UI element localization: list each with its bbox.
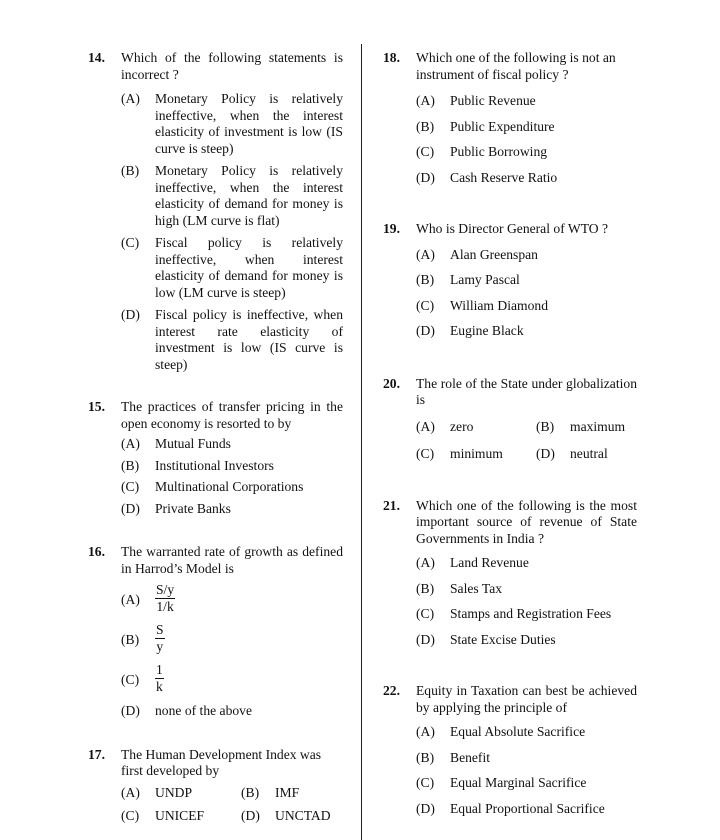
option-text: Land Revenue xyxy=(450,555,529,570)
option-d[interactable] xyxy=(121,307,343,373)
option-text: UNDP xyxy=(155,784,193,800)
question-text: The warranted rate of growth as defined in Harrod’s Model is xyxy=(121,544,343,576)
option-text: Sales Tax xyxy=(450,580,503,596)
fraction xyxy=(155,623,165,654)
option-c[interactable] xyxy=(416,446,503,463)
option-label: (C) xyxy=(416,445,435,461)
option-text: UNCTAD xyxy=(275,807,331,823)
option-c[interactable] xyxy=(416,606,637,623)
option-b[interactable] xyxy=(536,419,625,436)
column-divider xyxy=(361,44,362,840)
option-label: (B) xyxy=(416,749,435,765)
option-text: Stamps and Registration Fees xyxy=(450,606,612,621)
option-row xyxy=(121,785,343,802)
option-row xyxy=(121,808,343,825)
option-c[interactable] xyxy=(121,808,204,825)
question-22 xyxy=(383,683,637,817)
option-label: (B) xyxy=(416,272,435,287)
option-label: (A) xyxy=(416,93,435,108)
option-text: State Excise Duties xyxy=(450,631,556,647)
question-text: Which one of the following is the most important source of revenue of State Governments in India ? xyxy=(416,497,637,546)
question-text: Which of the following statements is incorrect ? xyxy=(121,50,343,82)
option-text: UNICEF xyxy=(155,807,205,823)
option-c[interactable] xyxy=(121,479,343,496)
option-label: (A) xyxy=(416,418,435,434)
option-text: Benefit xyxy=(450,749,491,765)
option-label: (A) xyxy=(416,555,435,570)
question-text: Equity in Taxation can best be achieved by applying the principle of xyxy=(416,683,637,715)
fraction-numerator: S/y xyxy=(156,582,175,597)
option-b[interactable] xyxy=(416,581,637,598)
option-label: (B) xyxy=(121,163,140,178)
option-label: (A) xyxy=(121,436,140,451)
option-text: Alan Greenspan xyxy=(450,246,538,262)
fraction-numerator: 1 xyxy=(156,662,163,677)
option-label: (B) xyxy=(241,784,260,800)
question-number: 21. xyxy=(383,497,400,513)
fraction-numerator: S xyxy=(156,622,164,637)
question-16 xyxy=(88,544,343,720)
option-d[interactable] xyxy=(121,501,343,518)
option-a[interactable] xyxy=(121,583,343,617)
option-b[interactable] xyxy=(416,750,637,767)
option-text: Equal Marginal Sacrifice xyxy=(450,775,587,790)
question-number: 22. xyxy=(383,683,400,698)
question-19 xyxy=(383,221,637,340)
option-label: (B) xyxy=(416,118,435,134)
question-15 xyxy=(88,399,343,517)
right-column xyxy=(383,50,637,817)
option-label: (A) xyxy=(121,592,140,607)
option-label: (C) xyxy=(416,297,435,313)
question-number: 18. xyxy=(383,50,400,65)
option-text: Public Borrowing xyxy=(450,144,548,159)
question-number: 16. xyxy=(88,544,105,559)
option-b[interactable] xyxy=(241,785,299,802)
question-14 xyxy=(88,50,343,373)
option-d[interactable] xyxy=(416,801,637,818)
question-number: 20. xyxy=(383,375,400,391)
option-label: (D) xyxy=(241,807,260,823)
option-c[interactable] xyxy=(416,775,637,792)
option-label: (B) xyxy=(536,418,555,434)
option-d[interactable] xyxy=(416,323,637,340)
option-label: (B) xyxy=(121,632,140,647)
option-text: Institutional Investors xyxy=(155,457,274,473)
option-label: (C) xyxy=(121,235,140,250)
option-label: (D) xyxy=(416,800,435,816)
option-label: (D) xyxy=(121,703,140,718)
option-text: minimum xyxy=(450,445,503,461)
question-text: The Human Development Index was first developed by xyxy=(121,746,322,778)
option-label: (D) xyxy=(121,500,140,516)
option-label: (A) xyxy=(416,246,435,262)
option-d[interactable] xyxy=(121,703,343,720)
option-text: Monetary Policy is relatively ineffective, when the interest elasticity of investment is low (IS curve is steep) xyxy=(155,91,343,156)
option-a[interactable] xyxy=(416,724,637,741)
option-b[interactable] xyxy=(416,272,637,289)
option-label: (B) xyxy=(416,580,435,596)
option-label: (D) xyxy=(536,445,555,461)
option-label: (C) xyxy=(121,807,140,823)
option-a[interactable] xyxy=(416,419,473,436)
option-label: (D) xyxy=(416,631,435,647)
option-text: zero xyxy=(450,418,474,434)
option-label: (A) xyxy=(121,91,140,106)
option-text: Cash Reserve Ratio xyxy=(450,169,558,185)
fraction xyxy=(155,583,175,614)
question-21 xyxy=(383,498,637,649)
question-18 xyxy=(383,50,637,186)
option-text: Multinational Corporations xyxy=(155,479,304,494)
option-c[interactable] xyxy=(121,235,343,301)
option-label: (C) xyxy=(121,672,140,687)
option-label: (D) xyxy=(416,169,435,185)
option-c[interactable] xyxy=(416,298,637,315)
option-text: Mutual Funds xyxy=(155,436,231,451)
option-d[interactable] xyxy=(536,446,608,463)
option-label: (C) xyxy=(416,775,435,790)
option-label: (D) xyxy=(121,307,140,322)
option-c[interactable] xyxy=(416,144,637,161)
left-column xyxy=(88,50,343,825)
option-d[interactable] xyxy=(241,808,331,825)
option-d[interactable] xyxy=(416,170,637,187)
option-text: Fiscal policy is ineffective, when interest rate elasticity of investment is low (IS curve is steep) xyxy=(155,307,343,372)
fraction-denominator: k xyxy=(156,679,163,694)
question-number: 14. xyxy=(88,50,105,65)
option-label: (C) xyxy=(416,144,435,159)
option-text: Equal Absolute Sacrifice xyxy=(450,724,586,739)
question-text: Who is Director General of WTO ? xyxy=(416,221,609,236)
question-20 xyxy=(383,376,637,463)
option-text: Public Expenditure xyxy=(450,118,555,134)
option-text: IMF xyxy=(275,784,300,800)
question-number: 19. xyxy=(383,221,400,236)
option-label: (C) xyxy=(416,606,435,621)
question-17 xyxy=(88,747,343,825)
option-b[interactable] xyxy=(121,458,343,475)
fraction xyxy=(155,663,164,694)
option-a[interactable] xyxy=(416,247,637,264)
option-row xyxy=(416,419,637,436)
option-text: Lamy Pascal xyxy=(450,272,520,287)
option-a[interactable] xyxy=(416,555,637,572)
option-b[interactable] xyxy=(121,163,343,229)
option-d[interactable] xyxy=(416,632,637,649)
option-a[interactable] xyxy=(121,436,343,453)
fraction-denominator: 1/k xyxy=(156,599,174,614)
option-a[interactable] xyxy=(121,785,192,802)
option-c[interactable] xyxy=(121,663,343,697)
option-b[interactable] xyxy=(416,119,637,136)
question-text: The role of the State under globalization is xyxy=(416,375,637,407)
option-text: Public Revenue xyxy=(450,93,536,108)
option-text: Equal Proportional Sacrifice xyxy=(450,800,605,816)
option-text: Fiscal policy is relatively ineffective, when interest elasticity of demand for money is low (LM curve is steep) xyxy=(155,235,343,300)
option-label: (A) xyxy=(416,724,435,739)
question-text: The practices of transfer pricing in the open economy is resorted to by xyxy=(121,399,343,431)
option-text: neutral xyxy=(570,445,608,461)
option-text: William Diamond xyxy=(450,297,548,313)
option-text: Private Banks xyxy=(155,500,231,516)
question-number: 15. xyxy=(88,399,105,414)
option-a[interactable] xyxy=(121,91,343,157)
question-number: 17. xyxy=(88,746,105,762)
question-text: Which one of the following is not an instrument of fiscal policy ? xyxy=(416,50,616,82)
option-text: Monetary Policy is relatively ineffective, when the interest elasticity of demand for money is high (LM curve is flat) xyxy=(155,163,343,228)
option-a[interactable] xyxy=(416,93,637,110)
option-row xyxy=(416,446,637,463)
option-b[interactable] xyxy=(121,623,343,657)
option-text: maximum xyxy=(570,418,626,434)
option-label: (B) xyxy=(121,457,140,473)
option-text: Eugine Black xyxy=(450,323,524,338)
option-label: (C) xyxy=(121,479,140,494)
option-label: (A) xyxy=(121,784,140,800)
option-label: (D) xyxy=(416,323,435,338)
option-text: none of the above xyxy=(155,703,253,718)
fraction-denominator: y xyxy=(156,639,164,654)
